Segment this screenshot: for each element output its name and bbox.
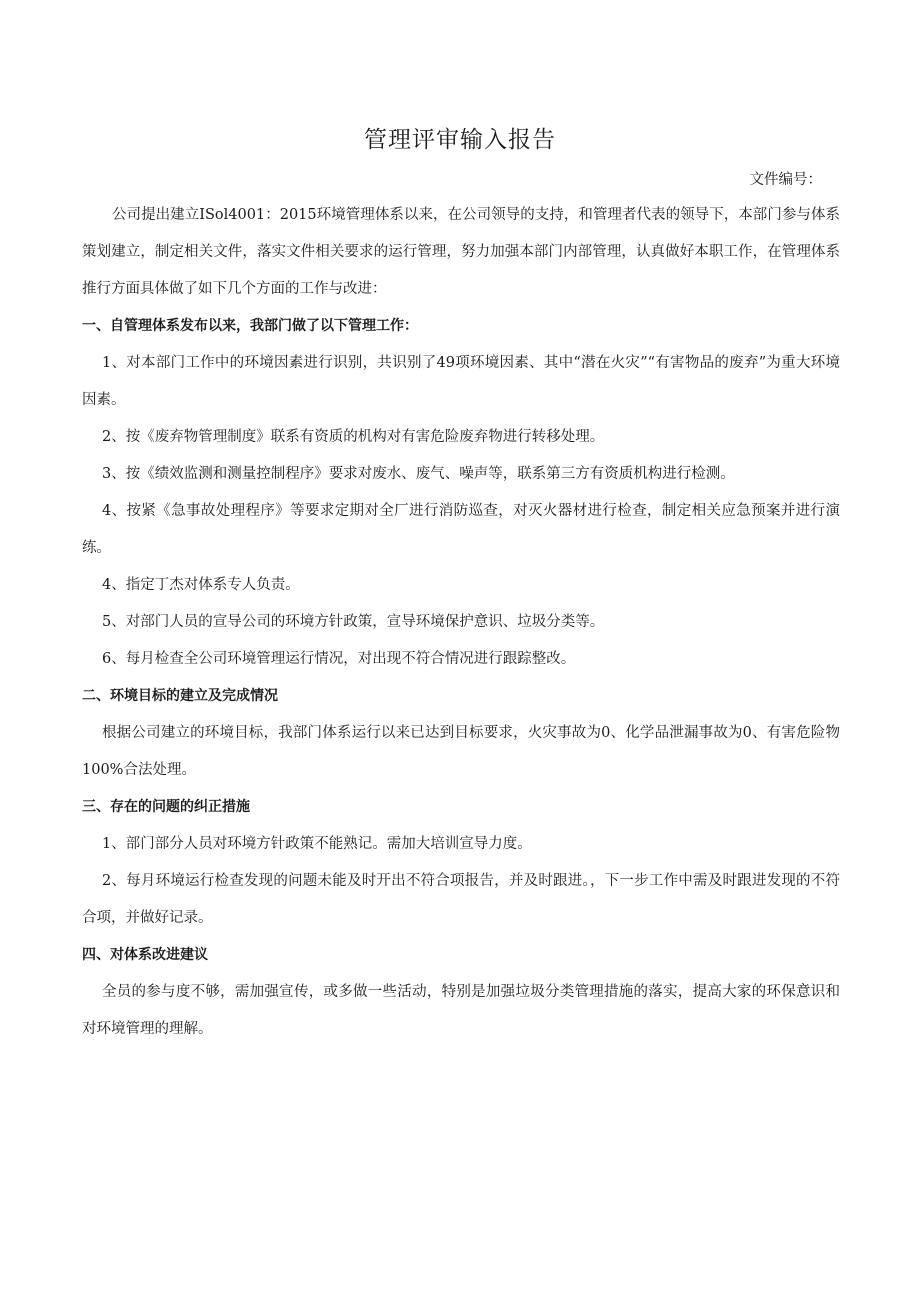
section-1-item: 6、每月检查全公司环境管理运行情况，对出现不符合情况进行跟踪整改。 bbox=[102, 651, 576, 667]
section-3-item: 1、部门部分人员对环境方针政策不能熟记。需加大培训宣导力度。 bbox=[102, 836, 532, 852]
section-1-item: 4、指定丁杰对体系专人负责。 bbox=[102, 577, 300, 593]
section-3-item: 2、每月环境运行检查发现的问题未能及时开出不符合项报告，并及时跟进。，下一步工作中需及时跟进发现的不符合项，并做好记录。 bbox=[82, 873, 840, 926]
section-1-item: 3、按《绩效监测和测量控制程序》要求对废水、废气、噪声等，联系第三方有资质机构进行检测。 bbox=[102, 466, 735, 482]
section-4-heading: 四、对体系改进建议 bbox=[82, 947, 208, 963]
section-1-item: 5、对部门人员的宣导公司的环境方针政策，宣导环境保护意识、垃圾分类等。 bbox=[102, 614, 605, 630]
section-2-text: 根据公司建立的环境目标，我部门体系运行以来已达到目标要求，火灾事故为0、化学品泄漏事故为0、有害危险物100%合法处理。 bbox=[82, 725, 840, 778]
doc-number-label: 文件编号： bbox=[749, 172, 822, 188]
intro-paragraph: 公司提出建立ISol4001：2015环境管理体系以来，在公司领导的支持，和管理者代表的领导下，本部门参与体系策划建立，制定相关文件，落实文件相关要求的运行管理，努力加强本部门内部管理，认真做好本职工作，在管理体系推行方面具体做了如下几个方面的工作与改进： bbox=[82, 207, 840, 297]
section-1-heading: 一、自管理体系发布以来，我部门做了以下管理工作： bbox=[82, 318, 418, 334]
page-title: 管理评审输入报告 bbox=[364, 127, 556, 153]
document-body bbox=[82, 197, 840, 1048]
section-4-text: 全员的参与度不够，需加强宣传，或多做一些活动，特别是加强垃圾分类管理措施的落实，提高大家的环保意识和对环境管理的理解。 bbox=[82, 984, 840, 1037]
section-1-item: 2、按《废弃物管理制度》联系有资质的机构对有害危险废弃物进行转移处理。 bbox=[102, 429, 605, 445]
section-3-heading: 三、存在的问题的纠正措施 bbox=[82, 799, 250, 815]
section-2-heading: 二、环境目标的建立及完成情况 bbox=[82, 688, 278, 704]
section-1-item: 1、对本部门工作中的环境因素进行识别，共识别了49项环境因素、其中“潜在火灾”“有害物品的废弃”为重大环境因素。 bbox=[82, 355, 840, 408]
section-1-item: 4、按紧《急事故处理程序》等要求定期对全厂进行消防巡查，对灭火器材进行检查，制定相关应急预案并进行演练。 bbox=[82, 503, 840, 556]
